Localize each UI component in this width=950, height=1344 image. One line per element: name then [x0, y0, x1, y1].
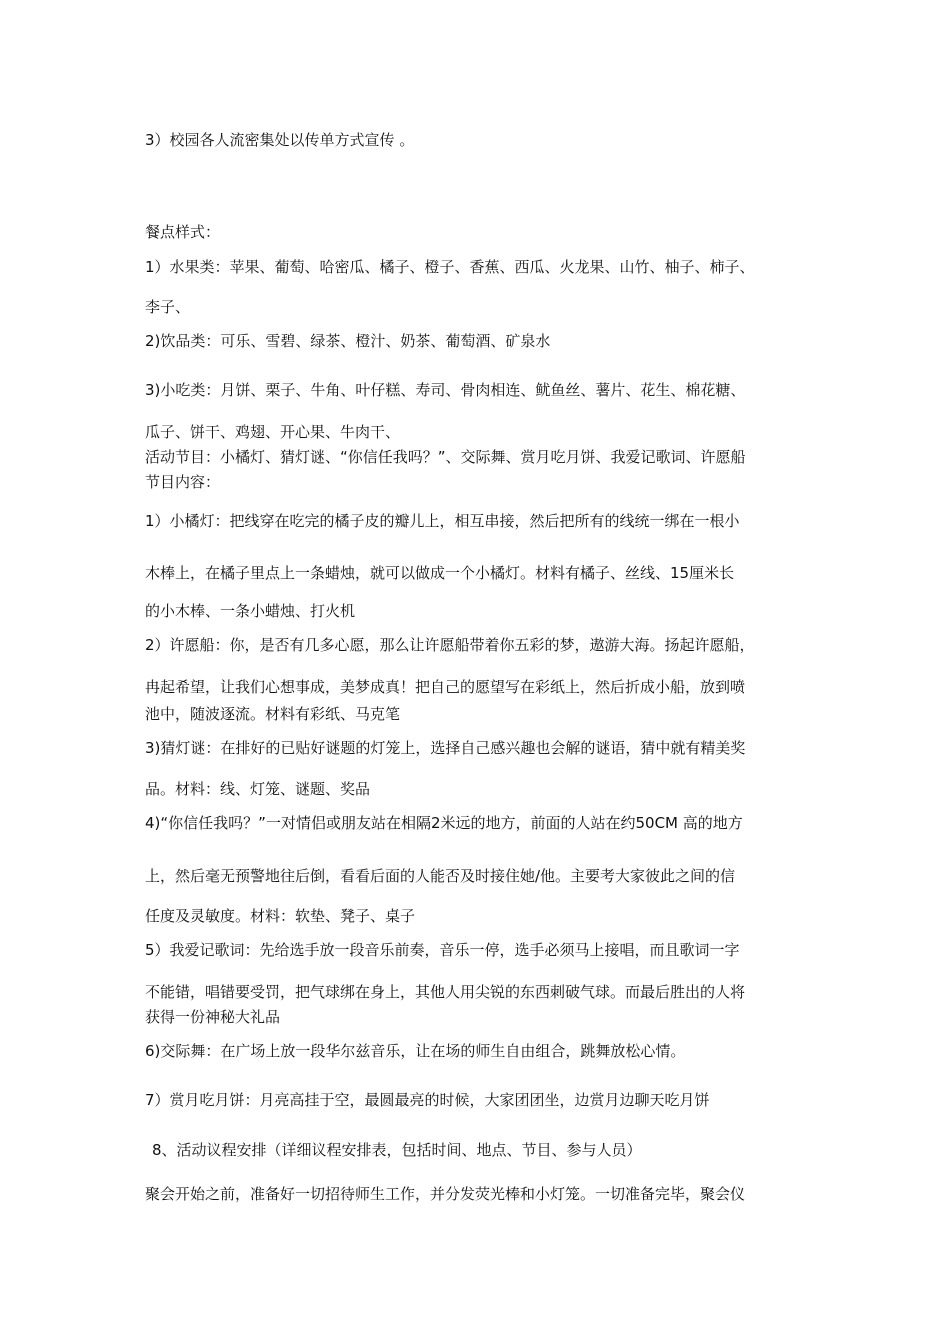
section-heading: 餐点样式：	[145, 223, 221, 241]
text-line: 品。材料：线、灯笼、谜题、奖品	[145, 780, 371, 798]
text-line: 3)小吃类：月饼、栗子、牛角、叶仔糕、寿司、骨肉相连、鱿鱼丝、薯片、花生、棉花糖、	[145, 381, 746, 399]
text-line: 3）校园各人流密集处以传单方式宣传 。	[145, 131, 415, 149]
text-line: 李子、	[145, 298, 191, 316]
text-line: 的小木棒、一条小蜡烛、打火机	[145, 602, 356, 620]
text-line: 2）许愿船：你，是否有几多心愿，那么让许愿船带着你五彩的梦，遨游大海。扬起许愿船，	[145, 636, 755, 654]
text-line: 任度及灵敏度。材料：软垫、凳子、桌子	[145, 907, 416, 925]
text-line: 冉起希望，让我们心想事成，美梦成真！把自己的愿望写在彩纸上，然后折成小船，放到喷	[145, 678, 746, 696]
text-line: 6)交际舞：在广场上放一段华尔兹音乐，让在场的师生自由组合，跳舞放松心情。	[145, 1042, 686, 1060]
text-line: 获得一份神秘大礼品	[145, 1008, 281, 1026]
text-line: 1）小橘灯：把线穿在吃完的橘子皮的瓣儿上，相互串接，然后把所有的线统一绑在一根小	[145, 512, 740, 530]
text-line: 5）我爱记歌词：先给选手放一段音乐前奏，音乐一停，选手必须马上接唱，而且歌词一字	[145, 941, 740, 959]
text-line: 上，然后毫无预警地往后倒，看看后面的人能否及时接住她/他。主要考大家彼此之间的信	[145, 867, 736, 885]
text-line: 1）水果类：苹果、葡萄、哈密瓜、橘子、橙子、香蕉、西瓜、火龙果、山竹、柚子、柿子、	[145, 258, 755, 276]
text-line: 木棒上，在橘子里点上一条蜡烛，就可以做成一个小橘灯。材料有橘子、丝线、15厘米长	[145, 564, 735, 582]
text-line: 活动节目：小橘灯、猜灯谜、“你信任我吗？”、交际舞、赏月吃月饼、我爱记歌词、许愿船	[145, 448, 746, 466]
text-line: 瓜子、饼干、鸡翅、开心果、牛肉干、	[145, 423, 401, 441]
text-line: 3)猜灯谜：在排好的已贴好谜题的灯笼上，选择自己感兴趣也会解的谜语，猜中就有精美奖	[145, 739, 746, 757]
text-line: 池中，随波逐流。材料有彩纸、马克笔	[145, 705, 401, 723]
text-line: 不能错，唱错要受罚，把气球绑在身上，其他人用尖锐的东西刺破气球。而最后胜出的人将	[145, 983, 746, 1001]
text-line: 4)“你信任我吗？”一对情侣或朋友站在相隔2米远的地方，前面的人站在约50CM 高的地方	[145, 814, 743, 832]
section-heading: 8、活动议程安排（详细议程安排表，包括时间、地点、节目、参与人员）	[152, 1141, 642, 1159]
text-line: 聚会开始之前，准备好一切招待师生工作，并分发荧光棒和小灯笼。一切准备完毕，聚会仪	[145, 1185, 746, 1203]
section-heading: 节目内容：	[145, 473, 221, 491]
text-line: 2)饮品类：可乐、雪碧、绿茶、橙汁、奶茶、葡萄酒、矿泉水	[145, 332, 551, 350]
text-line: 7）赏月吃月饼：月亮高挂于空，最圆最亮的时候，大家团团坐，边赏月边聊天吃月饼	[145, 1091, 710, 1109]
